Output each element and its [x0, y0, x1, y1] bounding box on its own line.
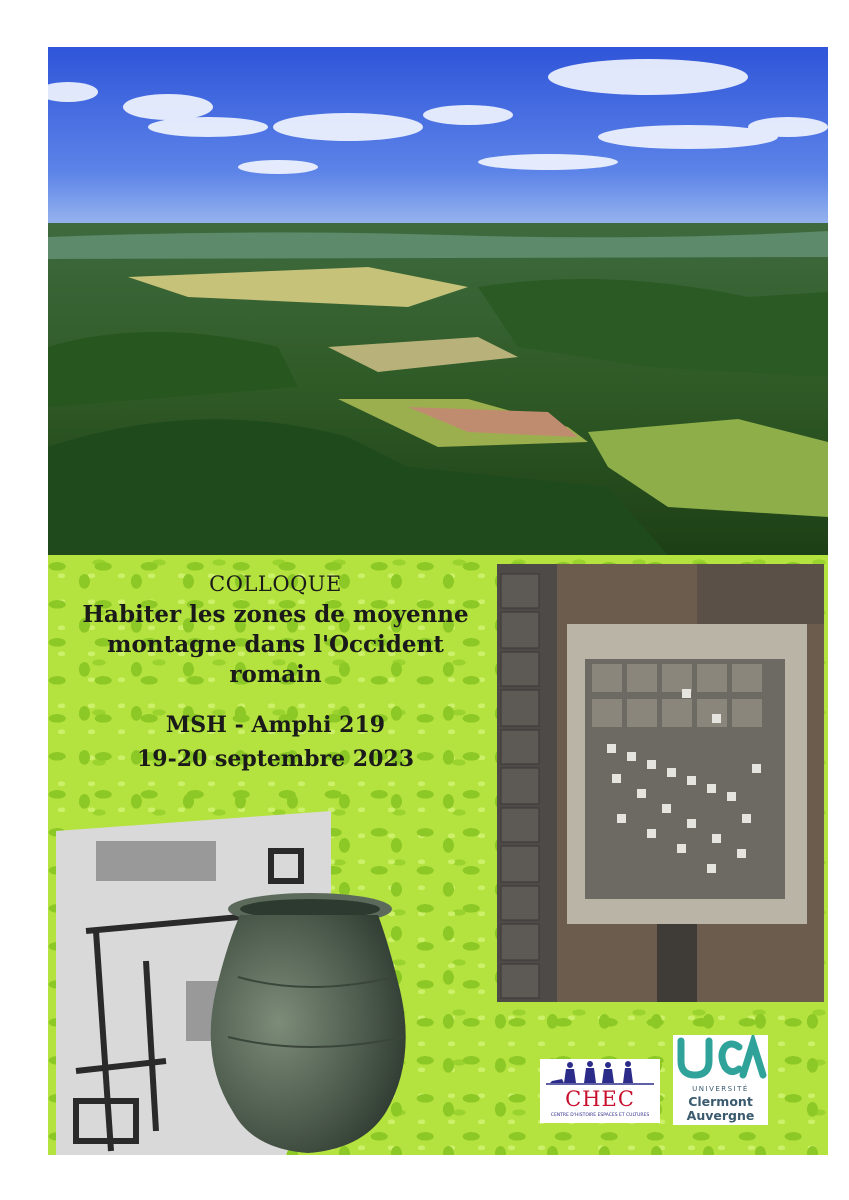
- poster: [48, 47, 828, 1155]
- event-title: [48, 600, 503, 690]
- event-title-line-2: montagne dans l'Occident: [107, 631, 444, 658]
- event-title-line-3: romain: [229, 661, 322, 688]
- silhouettes-icon: [540, 1059, 660, 1089]
- uca-monogram-icon: [673, 1035, 768, 1083]
- event-kind: COLLOQUE: [209, 572, 342, 596]
- uca-logo-clermont: Clermont: [688, 1094, 753, 1109]
- event-title-line-1: Habiter les zones de moyenne: [82, 601, 469, 628]
- event-text-block: [48, 562, 503, 772]
- event-dates: 19-20 septembre 2023: [136, 746, 415, 772]
- uca-logo: [673, 1035, 768, 1125]
- chec-logo: [540, 1059, 660, 1123]
- chec-logo-text: CHEC: [565, 1087, 635, 1111]
- uca-logo-universite: UNIVERSITÉ: [692, 1085, 749, 1093]
- bronze-vase-image: [198, 887, 418, 1155]
- excavation-photo: [497, 564, 824, 1002]
- uca-logo-auvergne: Auvergne: [686, 1108, 755, 1123]
- chec-logo-subtitle: CENTRE D'HISTOIRE ESPACES ET CULTURES: [550, 1113, 650, 1118]
- event-venue: MSH - Amphi 219: [165, 712, 386, 738]
- landscape-photo: [48, 47, 828, 555]
